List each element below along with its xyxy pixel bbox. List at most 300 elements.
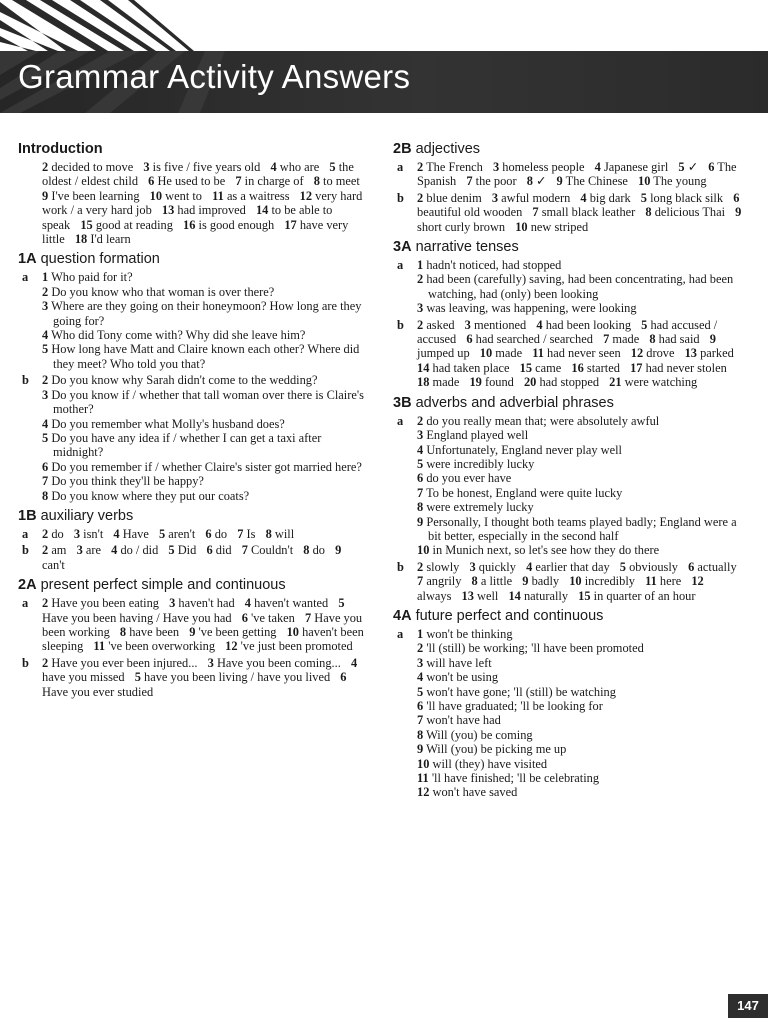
answer-item [417,428,748,442]
answer-item [111,543,158,557]
answer-text: have you missed [42,670,125,685]
answer-section [393,608,748,800]
answer-text: homeless people [502,160,585,174]
answer-item [42,417,370,431]
answer-number: 2 [42,526,49,541]
answer-number: 8 [645,205,652,220]
answer-number: 12 [299,188,313,203]
answer-number: 7 [417,713,424,728]
answer-text: Personally, I thought both teams played badly; England were a bit better, especially in the second half [426,514,737,543]
answer-number: 5 [134,670,141,685]
answer-text: hadn't noticed, had stopped [426,258,562,273]
exercise-part [393,318,748,390]
answer-number: 9 [42,188,49,203]
answer-text: beautiful old wooden [417,205,523,220]
section-code: 3A [393,239,412,256]
answer-text: good at reading [95,217,173,232]
answer-text: delicious Thai [654,205,726,220]
answer-item [42,460,370,474]
answer-item [645,574,681,588]
answer-number: 8 [417,727,424,742]
answer-text: do you ever have [426,471,512,486]
answer-item [417,515,748,544]
answer-number: 11 [645,574,657,589]
answer-item [42,489,370,503]
answer-item [595,160,669,174]
answer-number: 6 [708,160,715,174]
answer-text: He used to be [157,174,226,189]
answer-text: made [432,375,460,390]
answer-item [159,527,195,541]
answer-number: 6 [340,670,347,685]
answer-text: went to [165,188,202,203]
answer-text: are [85,543,102,558]
answer-number: 2 [42,543,49,558]
answer-item [526,560,610,574]
page-number: 147 [728,994,768,1018]
answer-section [393,395,748,603]
answer-text: mentioned [473,317,527,332]
answer-number: 3 [492,160,500,174]
answer-item [225,639,353,653]
answer-number: 5 [619,559,626,574]
answer-number: 5 [338,596,345,611]
answer-number: 2 [42,373,49,388]
section-title [18,508,370,525]
answer-item [417,160,483,174]
part-label: a [22,596,29,611]
answer-number: 3 [73,526,81,541]
answer-number: 2 [417,190,424,205]
answer-item [417,670,748,684]
section-title [18,577,370,594]
answer-text: Will (you) be picking me up [426,742,567,757]
answer-text: very hard work / a very hard job [42,188,363,218]
answer-item [466,332,593,346]
answer-item [493,160,585,174]
answer-item [688,560,737,574]
answer-section [18,141,370,246]
answer-text: badly [531,574,560,589]
answer-item [148,174,225,188]
answer-text: do [214,526,228,541]
answer-number: 9 [709,332,716,347]
answer-text: do / did [120,543,159,558]
answer-number: 1 [417,626,424,641]
answer-item [417,191,482,205]
answer-section [393,239,748,390]
answer-number: 9 [735,205,742,220]
answer-item [189,625,276,639]
answer-number: 3 [76,543,83,558]
exercise-part [393,160,748,189]
answer-item [417,728,748,742]
answer-number: 7 [532,205,539,220]
answer-item [649,332,699,346]
answer-text: is good enough [198,217,275,232]
left-column [18,138,370,704]
answer-item [417,771,748,785]
answer-text: have been [129,624,180,639]
answer-number: 9 [556,174,563,189]
answer-text: won't be thinking [426,626,513,641]
answer-item [469,375,513,389]
answer-number: 6 [688,559,695,574]
answer-item [524,375,599,389]
answer-flow [42,596,370,654]
answer-item [603,332,639,346]
section-name: present perfect simple and continuous [40,577,286,594]
answer-number: 6 [241,610,248,625]
answer-item [237,527,255,541]
answer-text: haven't been sleeping [42,624,364,654]
answer-text: Do you know why Sarah didn't come to the wedding? [51,373,318,388]
answer-text: Couldn't [251,543,294,558]
exercise-part [18,160,370,246]
answer-text: did [215,543,232,558]
section-name: narrative tenses [415,239,519,256]
part-label: a [22,526,29,541]
answer-text: found [484,375,514,390]
answer-item [417,361,510,375]
answer-number: 2 [417,317,424,332]
section-title [393,141,748,158]
exercise-part [393,560,748,603]
answer-item [532,205,635,219]
answer-number: 17 [630,360,643,375]
answer-number: 19 [469,375,482,390]
answer-item [417,500,748,514]
answer-text: had said [658,332,700,347]
answer-text: will (they) have visited [432,756,548,771]
answer-item [143,160,260,174]
answer-number: 18 [74,232,88,247]
answer-number: 2 [42,284,49,299]
answer-item [417,574,461,588]
answer-text: had never stolen [645,360,727,375]
answer-item [42,543,66,557]
section-name: adverbs and adverbial phrases [415,394,614,411]
answer-item [630,361,727,375]
answer-item [645,205,725,219]
answer-text: Have you been having / Have you had [42,610,232,625]
answer-number: 2 [42,160,49,174]
answer-text: small black leather [541,205,636,220]
answer-text: won't have had [426,713,501,728]
answer-text: 'll have graduated; 'll be looking for [426,699,603,713]
answer-text: ✓ [536,174,547,189]
part-label: a [397,626,404,641]
answer-number: 4 [244,596,251,611]
answer-number: 8 [303,543,310,558]
answer-text: had improved [177,203,246,218]
answer-item [417,713,748,727]
answer-item [150,189,202,203]
answer-item [678,160,698,174]
answer-text: in Munich next, so let's see how they do there [432,543,660,558]
answer-item [42,596,159,610]
answer-text: blue denim [426,190,482,205]
answer-number: 4 [111,543,118,558]
answer-text: came [535,360,562,375]
answer-text: were extremely lucky [426,500,534,515]
answer-number: 18 [417,375,430,390]
answer-number: 11 [93,639,106,654]
answer-item [77,543,101,557]
answer-number: 4 [417,442,424,457]
answer-flow [417,191,748,234]
answer-item [314,174,360,188]
part-label: a [397,160,404,174]
answer-number: 3 [169,596,176,611]
answer-item [571,361,620,375]
answer-number: 20 [523,375,537,390]
answer-item [42,474,370,488]
answer-item [609,375,697,389]
answer-item [74,527,103,541]
answer-text: Japanese girl [603,160,669,174]
answer-text: quickly [478,559,516,574]
answer-number: 4 [526,559,533,574]
answer-item [631,346,675,360]
exercise-part [393,258,748,316]
answer-text: The young [653,174,707,189]
answer-number: 12 [691,574,704,589]
section-title [393,608,748,625]
answer-number: 9 [417,742,424,757]
answer-number: 9 [335,543,342,558]
page-title: Grammar Activity Answers [18,58,411,95]
answer-text: won't have gone; 'll (still) be watching [426,684,616,699]
answer-item [42,373,370,387]
answer-item [80,218,173,232]
answer-item [42,527,64,541]
answer-number: 13 [461,588,474,603]
answer-item [417,641,748,655]
exercise-part [18,543,370,572]
header-banner [0,0,768,116]
answer-number: 10 [417,543,430,558]
answer-text: 'll (still) be working; 'll have been promoted [426,641,644,656]
answer-item [42,270,370,284]
answer-section [18,251,370,503]
answer-number: 6 [417,471,424,486]
answer-number: 2 [417,559,424,574]
answer-text: made [495,346,523,361]
answer-text: Who did Tony come with? Why did she leave him? [51,328,306,343]
answer-text: Do you think they'll be happy? [51,474,204,489]
exercise-part [18,270,370,371]
answer-item [522,574,559,588]
answer-number: 12 [417,785,430,800]
answer-item [557,174,628,188]
answer-text: decided to move [51,160,134,174]
answer-number: 2 [42,655,49,670]
answer-item [42,388,370,417]
answer-text: Have you ever been injured... [51,655,198,670]
answer-text: incredibly [584,574,635,589]
answer-item [120,625,179,639]
answer-number: 3 [417,655,424,670]
answer-item [242,543,293,557]
answer-text: well [477,588,499,603]
answer-number: 7 [237,526,244,541]
answer-text: the poor [475,174,517,189]
answer-text: short curly brown [417,219,506,234]
answer-number: 3 [42,387,49,402]
answer-number: 7 [304,610,312,625]
answer-number: 7 [42,474,49,489]
answer-text: had been (carefully) saving, had been concentrating, had been watching, had (only) been looking [426,272,734,301]
answer-item [206,543,231,557]
answer-number: 9 [417,514,424,529]
answer-text: were incredibly lucky [426,456,535,471]
answer-text: angrily [426,574,462,589]
answer-number: 4 [594,160,601,174]
answer-number: 1 [417,258,424,273]
answer-text: to meet [323,174,360,189]
answer-item [685,346,734,360]
answer-number: 5 [417,684,424,699]
answer-number: 7 [241,543,248,558]
answer-text: the oldest / eldest child [42,160,354,189]
answer-number: 16 [571,360,584,375]
answer-text: had taken place [432,360,510,375]
answer-number: 2 [417,413,424,428]
answer-text: long black silk [650,190,724,205]
answer-item [135,670,330,684]
answer-item [242,611,295,625]
answer-item [466,174,516,188]
answer-number: 3 [207,655,214,670]
answer-text: as a waitress [226,188,290,203]
answer-number: 4 [42,416,49,431]
answer-number: 6 [466,332,473,347]
answer-number: 5 [678,160,685,174]
answer-number: 6 [206,543,213,558]
answer-text: Do you remember what Molly's husband does? [51,416,285,431]
answer-item [42,189,140,203]
answer-number: 3 [464,317,471,332]
answer-number: 16 [183,217,196,232]
answer-text: is five / five years old [152,160,261,174]
answer-number: 3 [143,160,150,174]
answer-item [580,191,630,205]
answer-item [417,258,748,272]
answer-item [93,639,215,653]
answer-text: I'd learn [90,232,131,247]
answer-text: big dark [589,190,631,205]
answer-item [578,589,695,603]
answer-item [169,596,235,610]
answer-text: new striped [530,219,589,234]
answer-text: will have left [426,655,492,670]
answer-number: 8 [313,174,320,189]
answer-text: will [274,526,295,541]
answer-text: aren't [168,526,196,541]
answer-item [417,699,748,713]
answer-text: have very little [42,217,349,247]
answer-item [417,414,748,428]
answer-item [417,785,748,799]
answer-item [417,443,748,457]
answer-item [569,574,635,588]
answer-text: drove [646,346,675,361]
answer-item [620,560,678,574]
section-code: 3B [393,394,412,411]
section-name: auxiliary verbs [40,507,134,524]
answer-text: haven't had [178,596,235,611]
answer-item [42,299,370,328]
exercise-part [393,414,748,558]
answer-text: Have you been working [42,610,363,639]
answer-item [465,318,527,332]
answer-item [208,656,341,670]
answer-text: here [659,574,682,589]
answer-item [480,346,522,360]
answer-number: 5 [417,456,424,471]
part-label: b [22,655,29,670]
answer-text: have you been living / have you lived [144,670,331,685]
answer-text: The Spanish [417,160,737,189]
answer-number: 3 [417,301,424,316]
answer-number: 3 [417,428,424,443]
answer-item [42,431,370,460]
answer-text: Have [122,526,149,541]
answer-number: 7 [603,332,610,347]
answer-number: 7 [417,574,424,589]
answer-item [515,220,588,234]
answer-item [417,627,748,641]
answer-number: 7 [235,174,242,189]
answer-number: 6 [205,526,212,541]
answer-text: Do you have any idea if / whether I can get a taxi after midnight? [51,430,322,460]
answer-text: Have you been coming... [216,655,341,670]
answer-item [520,361,562,375]
answer-number: 6 [42,459,49,474]
answer-item [212,189,289,203]
answer-text: actually [697,559,737,574]
answer-text: earlier that day [535,559,610,574]
answer-item [42,342,370,371]
section-name: Introduction [18,141,103,157]
answer-number: 15 [578,588,591,603]
answer-text: naturally [523,588,569,603]
answer-text: made [612,332,640,347]
section-name: adjectives [415,141,481,157]
answer-text: can't [42,557,65,572]
answer-section [393,141,748,234]
answer-item [168,543,196,557]
answer-number: 8 [471,574,478,589]
answer-item [492,191,570,205]
part-label: b [397,559,404,574]
answer-item [205,527,227,541]
answer-item [508,589,568,603]
section-title [18,141,370,158]
part-label: a [22,270,29,285]
answer-number: 10 [638,174,651,189]
answer-item [638,174,707,188]
answer-item [245,596,328,610]
answer-number: 9 [189,624,196,639]
part-label: a [397,258,404,273]
answer-text: How long have Matt and Claire known each other? Where did they meet? Who told you that? [51,342,360,371]
answer-text: ✓ [687,160,699,174]
answer-item [42,656,198,670]
answer-item [462,589,499,603]
answer-item [417,457,748,471]
